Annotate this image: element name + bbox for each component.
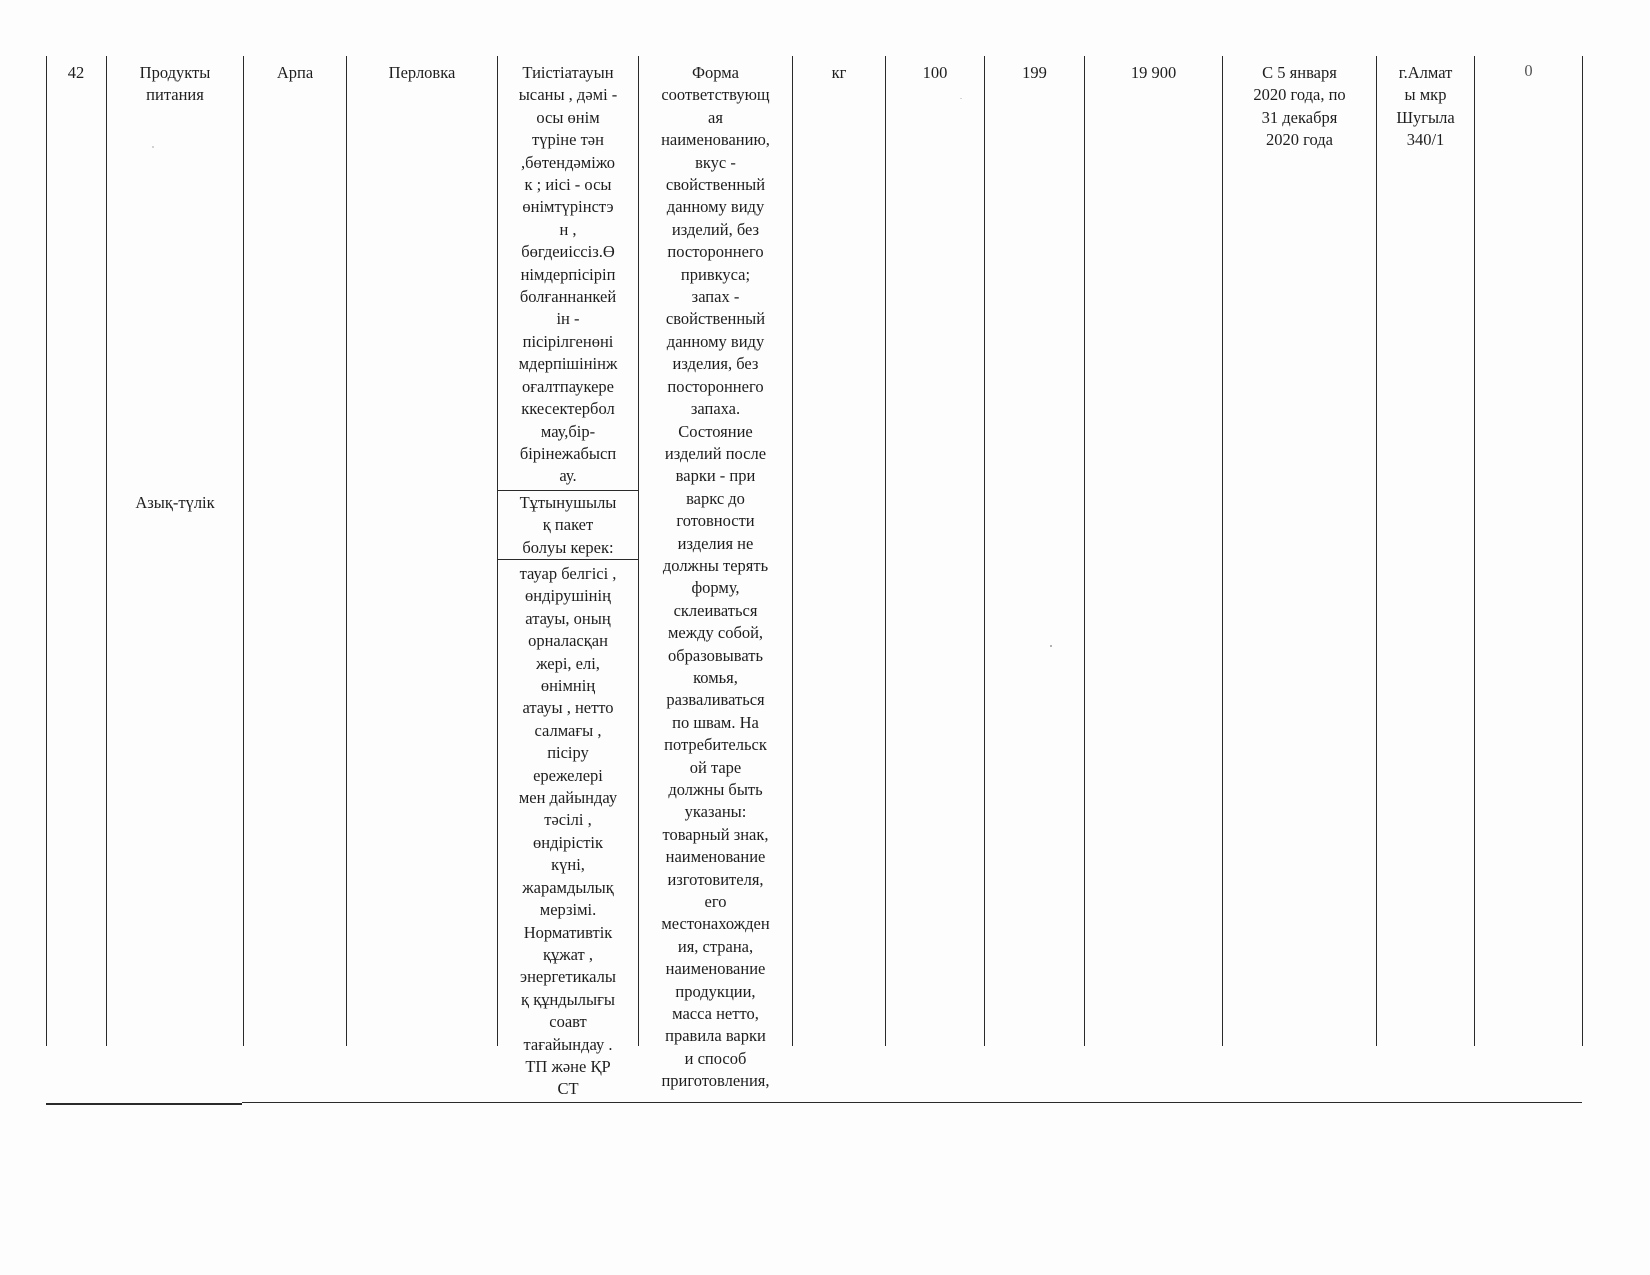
delivery-address: г.Алмат ы мкр Шугыла 340/1: [1396, 63, 1455, 150]
spec-kz-divider: [497, 490, 638, 491]
quantity: 100: [922, 63, 948, 82]
column-rule: [1084, 56, 1085, 1046]
column-rule: [885, 56, 886, 1046]
unit-of-measure: кг: [831, 63, 847, 82]
specification-kz-labeling: тауар белгісі , өндірушінің атауы, оның орналасқан жері, елі, өнімнің атауы , нетто салмағы , пісіру ережелері мен дайындау тәсілі , өндірістік күні, жарамдылық мерзімі. Нормативтік құжат , энергетикалы қ құндылығы соавт тағайындау . ТП және ҚР СТ: [518, 564, 618, 1099]
category-kz: Азық-түлік: [135, 493, 215, 512]
column-rule: [1582, 56, 1583, 1046]
column-rule: [1474, 56, 1475, 1046]
scan-speck: [152, 146, 154, 148]
column-rule: [243, 56, 244, 1046]
unit-price: 199: [1022, 63, 1047, 82]
column-rule: [638, 56, 639, 1046]
product-name-kz: Арпа: [276, 63, 314, 82]
row-number: 42: [67, 63, 85, 82]
delivery-period: С 5 января 2020 года, по 31 декабря 2020 года: [1253, 63, 1346, 150]
table-bottom-rule: [46, 1103, 242, 1105]
column-rule: [106, 56, 107, 1046]
scan-speck: [960, 98, 962, 99]
column-rule: [984, 56, 985, 1046]
column-rule: [46, 56, 47, 1046]
total-amount: 19 900: [1130, 63, 1177, 82]
column-rule: [792, 56, 793, 1046]
specification-kz-packaging: Тұтынушылы қ пакет болуы керек:: [519, 493, 617, 557]
product-name-ru: Перловка: [388, 63, 456, 82]
scan-speck: [1050, 645, 1052, 647]
specification-kz-quality: Тиістіатауын ысаны , дәмі - осы өнім түріне тән ,бөтендәміжо к ; иісі - осы өнімтүрінстэ н , бөгдеиіссіз.Ө німдерпісіріп болғаннанкей ін - пісірілгенөні мдерпішінінж оғалтпаукере ккесектербол мау,бір- бірінежабысп ау.: [518, 63, 618, 486]
table-bottom-rule: [242, 1102, 1582, 1103]
column-rule: [346, 56, 347, 1046]
column-rule: [497, 56, 498, 1046]
column-rule: [1376, 56, 1377, 1046]
column-rule: [1222, 56, 1223, 1046]
category-ru: Продукты питания: [139, 63, 211, 105]
specification-ru: Форма соответствующ ая наименованию, вкус - свойственный данному виду изделий, без постороннего привкуса; запах - свойственный данному виду изделия, без постороннего запаха. Состояние изделий после варки - при варкс до готовности изделия не должны терять форму, склеиваться между собой, образовывать комья, разваливаться по швам. На потребительск ой таре должны быть указаны: товарный знак, наименование изготовителя, его местонахожден ия, страна, наименование продукции, масса нетто, правила варки и способ приготовления,: [661, 63, 770, 1091]
advance-payment: 0: [1524, 61, 1533, 80]
